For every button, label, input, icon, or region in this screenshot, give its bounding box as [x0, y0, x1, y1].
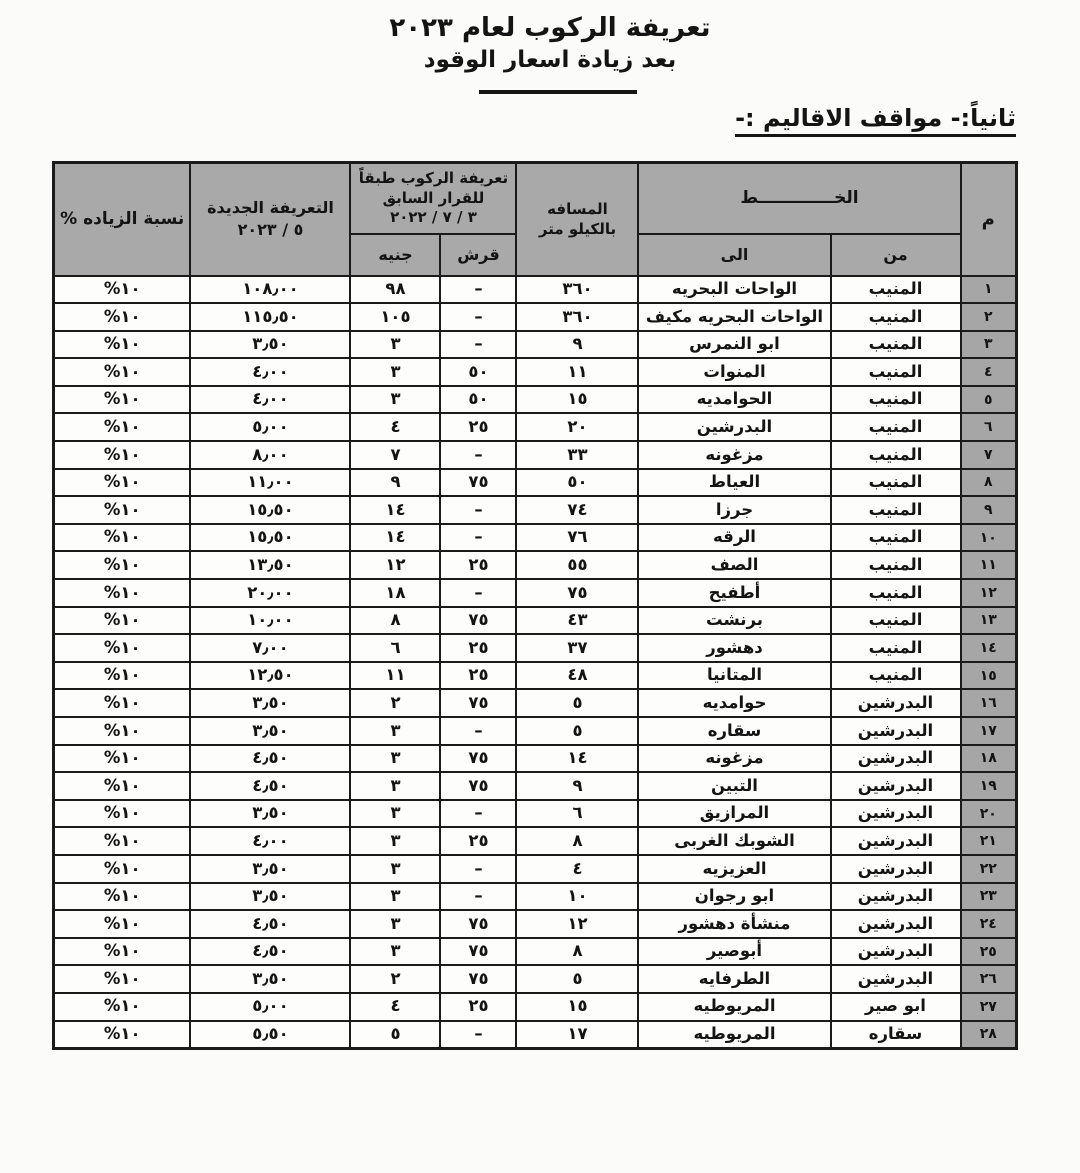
prev-fare-piasters-cell: ٢٥ — [440, 662, 516, 690]
prev-fare-piasters-cell: ٢٥ — [440, 827, 516, 855]
distance-cell: ٧٦ — [516, 524, 638, 552]
to-cell: أطفيح — [638, 579, 830, 607]
serial-cell: ٦ — [961, 413, 1017, 441]
prev-fare-piasters-cell: ٧٥ — [440, 938, 516, 966]
serial-cell: ١١ — [961, 551, 1017, 579]
header-distance-line-1: المسافه — [547, 200, 608, 218]
serial-cell: ٢٤ — [961, 910, 1017, 938]
prev-fare-piasters-cell: ٢٥ — [440, 993, 516, 1021]
from-cell: البدرشين — [831, 855, 961, 883]
distance-cell: ٨ — [516, 827, 638, 855]
from-cell: المنيب — [831, 413, 961, 441]
prev-fare-pounds-cell: ٩٨ — [350, 276, 440, 304]
to-cell: البدرشين — [638, 413, 830, 441]
document-title — [0, 13, 1080, 94]
prev-fare-pounds-cell: ٥ — [350, 1021, 440, 1049]
from-cell: المنيب — [831, 331, 961, 359]
from-cell: المنيب — [831, 524, 961, 552]
serial-cell: ٧ — [961, 441, 1017, 469]
to-cell: المتانيا — [638, 662, 830, 690]
prev-fare-pounds-cell: ٧ — [350, 441, 440, 469]
table-row — [53, 303, 1016, 331]
to-cell: التبين — [638, 772, 830, 800]
serial-cell: ٢٨ — [961, 1021, 1017, 1049]
header-distance-line-2: بالكيلو متر — [538, 220, 617, 239]
distance-cell: ٣٦٠ — [516, 303, 638, 331]
prev-fare-piasters-cell: – — [440, 496, 516, 524]
new-fare-cell: ٤٫٠٠ — [190, 386, 350, 414]
from-cell: ابو صير — [831, 993, 961, 1021]
prev-fare-pounds-cell: ٣ — [350, 772, 440, 800]
new-fare-cell: ٣٫٥٠ — [190, 331, 350, 359]
increase-percentage-cell: ١٠% — [53, 993, 190, 1021]
prev-fare-piasters-cell: – — [440, 331, 516, 359]
distance-cell: ٧٥ — [516, 579, 638, 607]
serial-cell: ٥ — [961, 386, 1017, 414]
to-cell: الطرفايه — [638, 965, 830, 993]
prev-fare-pounds-cell: ٣ — [350, 745, 440, 773]
to-cell: مزغونه — [638, 745, 830, 773]
distance-cell: ٧٤ — [516, 496, 638, 524]
from-cell: البدرشين — [831, 800, 961, 828]
prev-fare-piasters-cell: ٥٠ — [440, 386, 516, 414]
from-cell: البدرشين — [831, 965, 961, 993]
new-fare-cell: ٣٫٥٠ — [190, 965, 350, 993]
to-cell: مزغونه — [638, 441, 830, 469]
fare-table-header — [53, 163, 1016, 276]
increase-percentage-cell: ١٠% — [53, 469, 190, 497]
prev-fare-pounds-cell: ٦ — [350, 634, 440, 662]
distance-cell: ١١ — [516, 358, 638, 386]
new-fare-cell: ٣٫٥٠ — [190, 855, 350, 883]
to-cell: الواحات البحريه مكيف — [638, 303, 830, 331]
prev-fare-piasters-cell: – — [440, 303, 516, 331]
prev-fare-piasters-cell: – — [440, 883, 516, 911]
increase-percentage-cell: ١٠% — [53, 551, 190, 579]
from-cell: المنيب — [831, 496, 961, 524]
to-cell: المنوات — [638, 358, 830, 386]
increase-percentage-cell: ١٠% — [53, 717, 190, 745]
from-cell: المنيب — [831, 634, 961, 662]
prev-fare-pounds-cell: ٢ — [350, 689, 440, 717]
from-cell: البدرشين — [831, 938, 961, 966]
section-heading: ثانياً:- مواقف الاقاليم :- — [735, 104, 1016, 137]
table-row — [53, 386, 1016, 414]
new-fare-cell: ١٢٫٥٠ — [190, 662, 350, 690]
new-fare-cell: ١١٫٠٠ — [190, 469, 350, 497]
table-row — [53, 413, 1016, 441]
fare-table — [52, 161, 1018, 1050]
from-cell: المنيب — [831, 441, 961, 469]
serial-cell: ١٩ — [961, 772, 1017, 800]
new-fare-cell: ٤٫٠٠ — [190, 358, 350, 386]
table-row — [53, 551, 1016, 579]
prev-fare-piasters-cell: – — [440, 579, 516, 607]
distance-cell: ١٠ — [516, 883, 638, 911]
prev-fare-pounds-cell: ٨ — [350, 607, 440, 635]
from-cell: المنيب — [831, 358, 961, 386]
from-cell: المنيب — [831, 579, 961, 607]
distance-cell: ٥ — [516, 689, 638, 717]
title-line-1: تعريفة الركوب لعام ٢٠٢٣ — [389, 13, 711, 43]
to-cell: ابو النمرس — [638, 331, 830, 359]
table-row — [53, 689, 1016, 717]
table-row — [53, 441, 1016, 469]
table-row — [53, 855, 1016, 883]
prev-fare-piasters-cell: – — [440, 1021, 516, 1049]
prev-fare-pounds-cell: ٣ — [350, 910, 440, 938]
prev-fare-pounds-cell: ١٠٥ — [350, 303, 440, 331]
serial-cell: ٩ — [961, 496, 1017, 524]
increase-percentage-cell: ١٠% — [53, 800, 190, 828]
increase-percentage-cell: ١٠% — [53, 524, 190, 552]
serial-cell: ١٣ — [961, 607, 1017, 635]
distance-cell: ٥٥ — [516, 551, 638, 579]
new-fare-cell: ١٥٫٥٠ — [190, 496, 350, 524]
new-fare-cell: ١٠٨٫٠٠ — [190, 276, 350, 304]
to-cell: الواحات البحريه — [638, 276, 830, 304]
table-row — [53, 910, 1016, 938]
to-cell: الرقه — [638, 524, 830, 552]
serial-cell: ١٥ — [961, 662, 1017, 690]
serial-cell: ١٢ — [961, 579, 1017, 607]
to-cell: سقاره — [638, 717, 830, 745]
new-fare-cell: ٤٫٠٠ — [190, 827, 350, 855]
prev-fare-piasters-cell: ٧٥ — [440, 772, 516, 800]
serial-cell: ٢٢ — [961, 855, 1017, 883]
table-row — [53, 358, 1016, 386]
prev-fare-piasters-cell: – — [440, 717, 516, 745]
prev-fare-pounds-cell: ٣ — [350, 938, 440, 966]
distance-cell: ١٧ — [516, 1021, 638, 1049]
header-previous-fare-date: ٣ / ٧ / ٢٠٢٢ — [390, 208, 477, 226]
new-fare-cell: ٤٫٥٠ — [190, 745, 350, 773]
serial-cell: ٨ — [961, 469, 1017, 497]
increase-percentage-cell: ١٠% — [53, 883, 190, 911]
serial-cell: ٢٣ — [961, 883, 1017, 911]
to-cell: العزيزيه — [638, 855, 830, 883]
distance-cell: ٣٣ — [516, 441, 638, 469]
prev-fare-pounds-cell: ٣ — [350, 855, 440, 883]
prev-fare-piasters-cell: ٧٥ — [440, 469, 516, 497]
prev-fare-piasters-cell: ٧٥ — [440, 910, 516, 938]
prev-fare-pounds-cell: ٣ — [350, 883, 440, 911]
increase-percentage-cell: ١٠% — [53, 441, 190, 469]
serial-cell: ٢٧ — [961, 993, 1017, 1021]
header-piasters: قرش — [440, 234, 516, 276]
increase-percentage-cell: ١٠% — [53, 303, 190, 331]
increase-percentage-cell: ١٠% — [53, 965, 190, 993]
table-row — [53, 1021, 1016, 1049]
distance-cell: ٣٧ — [516, 634, 638, 662]
increase-percentage-cell: ١٠% — [53, 938, 190, 966]
prev-fare-pounds-cell: ٣ — [350, 827, 440, 855]
from-cell: المنيب — [831, 607, 961, 635]
new-fare-cell: ٣٫٥٠ — [190, 689, 350, 717]
to-cell: العياط — [638, 469, 830, 497]
serial-cell: ٢٥ — [961, 938, 1017, 966]
prev-fare-piasters-cell: ٢٥ — [440, 634, 516, 662]
increase-percentage-cell: ١٠% — [53, 358, 190, 386]
distance-cell: ١٥ — [516, 386, 638, 414]
header-to: الى — [638, 234, 830, 276]
to-cell: برنشت — [638, 607, 830, 635]
table-row — [53, 662, 1016, 690]
prev-fare-piasters-cell: ٧٥ — [440, 745, 516, 773]
prev-fare-pounds-cell: ٣ — [350, 386, 440, 414]
from-cell: البدرشين — [831, 772, 961, 800]
table-row — [53, 827, 1016, 855]
serial-cell: ١٤ — [961, 634, 1017, 662]
header-from: من — [831, 234, 961, 276]
distance-cell: ١٢ — [516, 910, 638, 938]
prev-fare-piasters-cell: – — [440, 441, 516, 469]
prev-fare-piasters-cell: ٧٥ — [440, 607, 516, 635]
from-cell: المنيب — [831, 469, 961, 497]
distance-cell: ٤٨ — [516, 662, 638, 690]
prev-fare-pounds-cell: ٣ — [350, 358, 440, 386]
increase-percentage-cell: ١٠% — [53, 579, 190, 607]
increase-percentage-cell: ١٠% — [53, 745, 190, 773]
distance-cell: ٦ — [516, 800, 638, 828]
from-cell: البدرشين — [831, 717, 961, 745]
distance-cell: ٤٣ — [516, 607, 638, 635]
from-cell: البدرشين — [831, 883, 961, 911]
from-cell: البدرشين — [831, 827, 961, 855]
table-row — [53, 496, 1016, 524]
prev-fare-pounds-cell: ١١ — [350, 662, 440, 690]
from-cell: المنيب — [831, 662, 961, 690]
distance-cell: ٢٠ — [516, 413, 638, 441]
from-cell: البدرشين — [831, 745, 961, 773]
distance-cell: ٨ — [516, 938, 638, 966]
to-cell: الشوبك الغربى — [638, 827, 830, 855]
increase-percentage-cell: ١٠% — [53, 689, 190, 717]
serial-cell: ٢ — [961, 303, 1017, 331]
new-fare-cell: ٣٫٥٠ — [190, 883, 350, 911]
increase-percentage-cell: ١٠% — [53, 634, 190, 662]
to-cell: الحوامديه — [638, 386, 830, 414]
header-row-1 — [53, 163, 1016, 234]
to-cell: ابو رجوان — [638, 883, 830, 911]
serial-cell: ١٦ — [961, 689, 1017, 717]
header-line-group: الخـــــــــــــط — [638, 163, 960, 234]
increase-percentage-cell: ١٠% — [53, 827, 190, 855]
table-row — [53, 634, 1016, 662]
prev-fare-piasters-cell: – — [440, 276, 516, 304]
prev-fare-pounds-cell: ٣ — [350, 800, 440, 828]
new-fare-cell: ٤٫٥٠ — [190, 938, 350, 966]
increase-percentage-cell: ١٠% — [53, 331, 190, 359]
table-row — [53, 745, 1016, 773]
header-previous-fare — [350, 163, 516, 234]
distance-cell: ١٥ — [516, 993, 638, 1021]
header-previous-fare-line-2: للقرار السابق — [382, 188, 485, 207]
table-row — [53, 800, 1016, 828]
to-cell: أبوصير — [638, 938, 830, 966]
table-row — [53, 579, 1016, 607]
header-serial: م — [961, 163, 1017, 276]
distance-cell: ٣٦٠ — [516, 276, 638, 304]
prev-fare-pounds-cell: ٣ — [350, 331, 440, 359]
distance-cell: ٥ — [516, 965, 638, 993]
serial-cell: ٢٦ — [961, 965, 1017, 993]
prev-fare-piasters-cell: ٥٠ — [440, 358, 516, 386]
new-fare-cell: ٣٫٥٠ — [190, 717, 350, 745]
to-cell: منشأة دهشور — [638, 910, 830, 938]
prev-fare-pounds-cell: ١٨ — [350, 579, 440, 607]
increase-percentage-cell: ١٠% — [53, 855, 190, 883]
table-row — [53, 772, 1016, 800]
serial-cell: ٢٠ — [961, 800, 1017, 828]
table-row — [53, 965, 1016, 993]
distance-cell: ٥ — [516, 717, 638, 745]
to-cell: دهشور — [638, 634, 830, 662]
new-fare-cell: ٣٫٥٠ — [190, 800, 350, 828]
increase-percentage-cell: ١٠% — [53, 607, 190, 635]
new-fare-cell: ٤٫٥٠ — [190, 772, 350, 800]
header-new-fare-line-1: التعريفة الجديدة — [207, 197, 334, 217]
distance-cell: ٥٠ — [516, 469, 638, 497]
serial-cell: ٤ — [961, 358, 1017, 386]
new-fare-cell: ٥٫٠٠ — [190, 993, 350, 1021]
increase-percentage-cell: ١٠% — [53, 413, 190, 441]
serial-cell: ٣ — [961, 331, 1017, 359]
from-cell: المنيب — [831, 386, 961, 414]
new-fare-cell: ٧٫٠٠ — [190, 634, 350, 662]
prev-fare-pounds-cell: ٩ — [350, 469, 440, 497]
new-fare-cell: ٥٫٥٠ — [190, 1021, 350, 1049]
new-fare-cell: ١٠٫٠٠ — [190, 607, 350, 635]
increase-percentage-cell: ١٠% — [53, 1021, 190, 1049]
to-cell: الصف — [638, 551, 830, 579]
title-divider — [479, 90, 637, 94]
from-cell: المنيب — [831, 303, 961, 331]
distance-cell: ٩ — [516, 331, 638, 359]
increase-percentage-cell: ١٠% — [53, 772, 190, 800]
prev-fare-piasters-cell: ٢٥ — [440, 413, 516, 441]
distance-cell: ٩ — [516, 772, 638, 800]
increase-percentage-cell: ١٠% — [53, 496, 190, 524]
prev-fare-pounds-cell: ١٢ — [350, 551, 440, 579]
new-fare-cell: ٥٫٠٠ — [190, 413, 350, 441]
to-cell: المريوطيه — [638, 1021, 830, 1049]
new-fare-cell: ٢٠٫٠٠ — [190, 579, 350, 607]
serial-cell: ١٧ — [961, 717, 1017, 745]
prev-fare-pounds-cell: ١٤ — [350, 496, 440, 524]
from-cell: البدرشين — [831, 910, 961, 938]
header-increase-percentage: نسبة الزياده % — [53, 163, 190, 276]
new-fare-cell: ٤٫٥٠ — [190, 910, 350, 938]
prev-fare-pounds-cell: ٢ — [350, 965, 440, 993]
table-row — [53, 938, 1016, 966]
prev-fare-pounds-cell: ٤ — [350, 413, 440, 441]
table-row — [53, 469, 1016, 497]
header-new-fare-date: ٥ / ٢٠٢٣ — [237, 220, 304, 240]
fare-table-body — [53, 276, 1016, 1049]
distance-cell: ٤ — [516, 855, 638, 883]
increase-percentage-cell: ١٠% — [53, 276, 190, 304]
table-row — [53, 331, 1016, 359]
new-fare-cell: ٨٫٠٠ — [190, 441, 350, 469]
prev-fare-piasters-cell: ٧٥ — [440, 689, 516, 717]
prev-fare-piasters-cell: – — [440, 855, 516, 883]
prev-fare-pounds-cell: ٣ — [350, 717, 440, 745]
increase-percentage-cell: ١٠% — [53, 662, 190, 690]
from-cell: البدرشين — [831, 689, 961, 717]
table-row — [53, 717, 1016, 745]
serial-cell: ١٠ — [961, 524, 1017, 552]
serial-cell: ١٨ — [961, 745, 1017, 773]
to-cell: المريوطيه — [638, 993, 830, 1021]
prev-fare-piasters-cell: ٢٥ — [440, 551, 516, 579]
increase-percentage-cell: ١٠% — [53, 910, 190, 938]
table-row — [53, 524, 1016, 552]
to-cell: حوامديه — [638, 689, 830, 717]
increase-percentage-cell: ١٠% — [53, 386, 190, 414]
distance-cell: ١٤ — [516, 745, 638, 773]
header-pounds: جنيه — [350, 234, 440, 276]
from-cell: المنيب — [831, 551, 961, 579]
new-fare-cell: ١٥٫٥٠ — [190, 524, 350, 552]
table-row — [53, 276, 1016, 304]
serial-cell: ٢١ — [961, 827, 1017, 855]
header-distance — [516, 163, 638, 276]
from-cell: سقاره — [831, 1021, 961, 1049]
new-fare-cell: ١١٥٫٥٠ — [190, 303, 350, 331]
prev-fare-pounds-cell: ٤ — [350, 993, 440, 1021]
title-line-2: بعد زيادة اسعار الوقود — [423, 47, 677, 73]
prev-fare-piasters-cell: – — [440, 524, 516, 552]
prev-fare-piasters-cell: ٧٥ — [440, 965, 516, 993]
table-row — [53, 607, 1016, 635]
table-row — [53, 993, 1016, 1021]
to-cell: المرازيق — [638, 800, 830, 828]
table-row — [53, 883, 1016, 911]
serial-cell: ١ — [961, 276, 1017, 304]
from-cell: المنيب — [831, 276, 961, 304]
header-previous-fare-line-1: تعريفة الركوب طبقاً — [358, 169, 509, 187]
prev-fare-pounds-cell: ١٤ — [350, 524, 440, 552]
header-new-fare — [190, 163, 350, 276]
new-fare-cell: ١٣٫٥٠ — [190, 551, 350, 579]
prev-fare-piasters-cell: – — [440, 800, 516, 828]
to-cell: جرزا — [638, 496, 830, 524]
